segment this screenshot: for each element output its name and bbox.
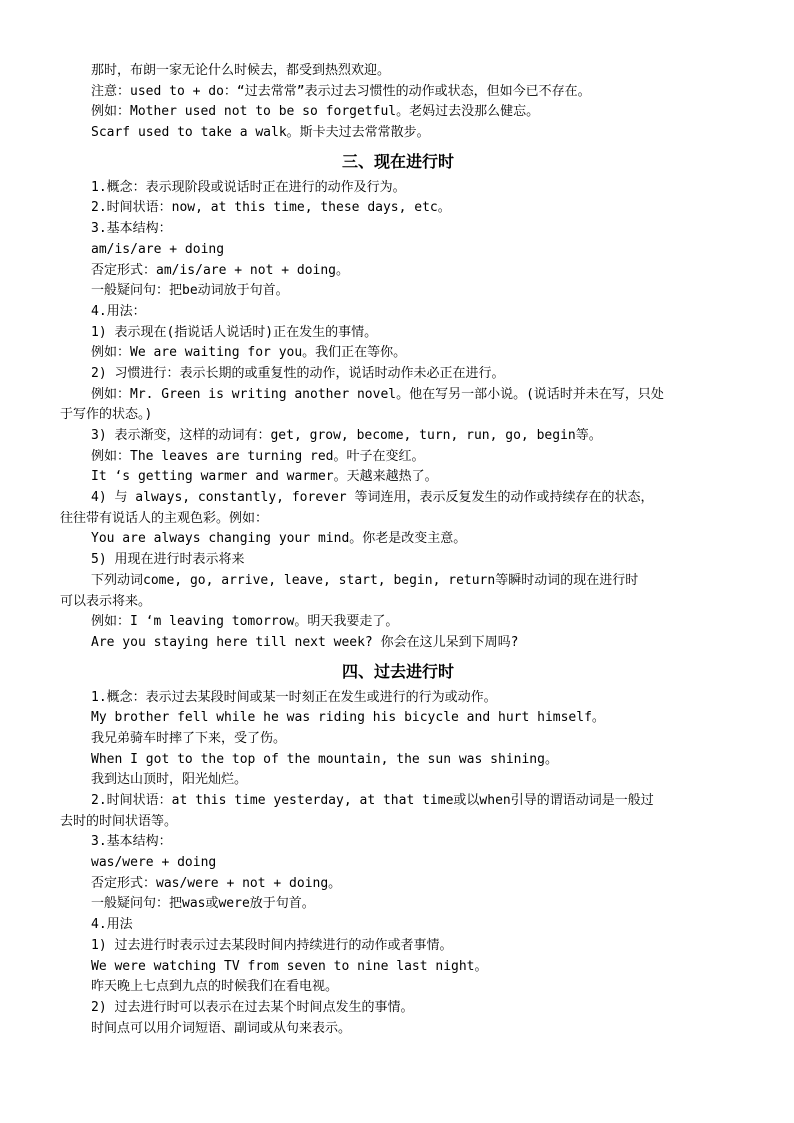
text-line: 例如：We are waiting for you。我们正在等你。 bbox=[91, 345, 407, 361]
text-line: 2) 过去进行时可以表示在过去某个时间点发生的事情。 bbox=[91, 999, 414, 1015]
text-line: 2.时间状语：now, at this time, these days, etc。 bbox=[91, 200, 451, 216]
text-line: 一般疑问句：把be动词放于句首。 bbox=[91, 283, 289, 299]
text-line: 2) 习惯进行：表示长期的或重复性的动作，说话时动作未必正在进行。 bbox=[91, 365, 505, 381]
text-line: 5) 用现在进行时表示将来 bbox=[91, 552, 245, 568]
text-line: 3) 表示渐变，这样的动词有：get, grow, become, turn, run, go, begin等。 bbox=[91, 428, 602, 443]
text-line: It ‘s getting warmer and warmer。天越来越热了。 bbox=[91, 469, 438, 485]
text-line: 我兄弟骑车时摔了下来，受了伤。 bbox=[91, 730, 287, 746]
text-line: 例如：The leaves are turning red。叶子在变红。 bbox=[91, 448, 425, 464]
text-line: 否定形式：was/were + not + doing。 bbox=[91, 875, 342, 891]
text-line: 否定形式：am/is/are + not + doing。 bbox=[91, 262, 350, 278]
text-line: 于写作的状态。) bbox=[60, 407, 153, 423]
text-line: 时间点可以用介词短语、副词或从句来表示。 bbox=[91, 1020, 352, 1036]
text-line: Are you staying here till next week? 你会在这儿呆到下周吗? bbox=[91, 634, 519, 650]
text-line: 我到达山顶时，阳光灿烂。 bbox=[91, 772, 248, 788]
document-page bbox=[60, 61, 736, 1039]
text-line: 3.基本结构： bbox=[91, 221, 172, 237]
text-line: 1) 表示现在(指说话人说话时)正在发生的事情。 bbox=[91, 324, 378, 340]
text-line: 1.概念：表示现阶段或说话时正在进行的动作及行为。 bbox=[91, 179, 406, 195]
text-line: 4.用法： bbox=[91, 303, 146, 319]
text-line: 下列动词come, go, arrive, leave, start, begin, return等瞬时动词的现在进行时 bbox=[91, 572, 639, 588]
text-line: My brother fell while he was riding his bicycle and hurt himself。 bbox=[91, 710, 605, 726]
text-line: When I got to the top of the mountain, the sun was shining。 bbox=[91, 751, 558, 767]
text-line: 那时，布朗一家无论什么时候去，都受到热烈欢迎。 bbox=[91, 63, 391, 78]
text-line: 4) 与 always, constantly, forever 等词连用，表示反复发生的动作或持续存在的状态， bbox=[91, 490, 654, 506]
text-line: 一般疑问句：把was或were放于句首。 bbox=[91, 896, 315, 912]
text-line: 去时的时间状语等。 bbox=[60, 813, 178, 829]
text-line: 往往带有说话人的主观色彩。例如： bbox=[60, 510, 269, 526]
text-line: 可以表示将来。 bbox=[60, 593, 152, 609]
text-line: 1) 过去进行时表示过去某段时间内持续进行的动作或者事情。 bbox=[91, 937, 453, 953]
text-line: 4.用法 bbox=[91, 917, 133, 933]
text-line: 2.时间状语：at this time yesterday, at that time或以when引导的谓语动词是一般过 bbox=[91, 793, 654, 808]
text-line: 3.基本结构： bbox=[91, 834, 172, 850]
text-line: 昨天晚上七点到九点的时候我们在看电视。 bbox=[91, 979, 339, 995]
text-line: Scarf used to take a walk。斯卡夫过去常常散步。 bbox=[91, 125, 430, 141]
text-line: We were watching TV from seven to nine last night。 bbox=[91, 958, 488, 974]
text-line: 1.概念：表示过去某段时间或某一时刻正在发生或进行的行为或动作。 bbox=[91, 689, 497, 705]
section-heading: 四、过去进行时 bbox=[341, 661, 454, 681]
text-line: was/were + doing bbox=[91, 855, 217, 871]
text-line: You are always changing your mind。你老是改变主意。 bbox=[91, 531, 467, 547]
text-line: 例如：Mother used not to be so forgetful。老妈过去没那么健忘。 bbox=[91, 104, 540, 120]
text-line: 例如：I ‘m leaving tomorrow。明天我要走了。 bbox=[91, 614, 399, 630]
text-line: 注意：used to + do：“过去常常”表示过去习惯性的动作或状态，但如今已不存在。 bbox=[91, 83, 591, 99]
text-line: 例如：Mr. Green is writing another novel。他在写另一部小说。(说话时并未在写，只处 bbox=[91, 386, 664, 402]
section-heading: 三、现在进行时 bbox=[341, 151, 454, 171]
text-line: am/is/are + doing bbox=[91, 241, 225, 257]
